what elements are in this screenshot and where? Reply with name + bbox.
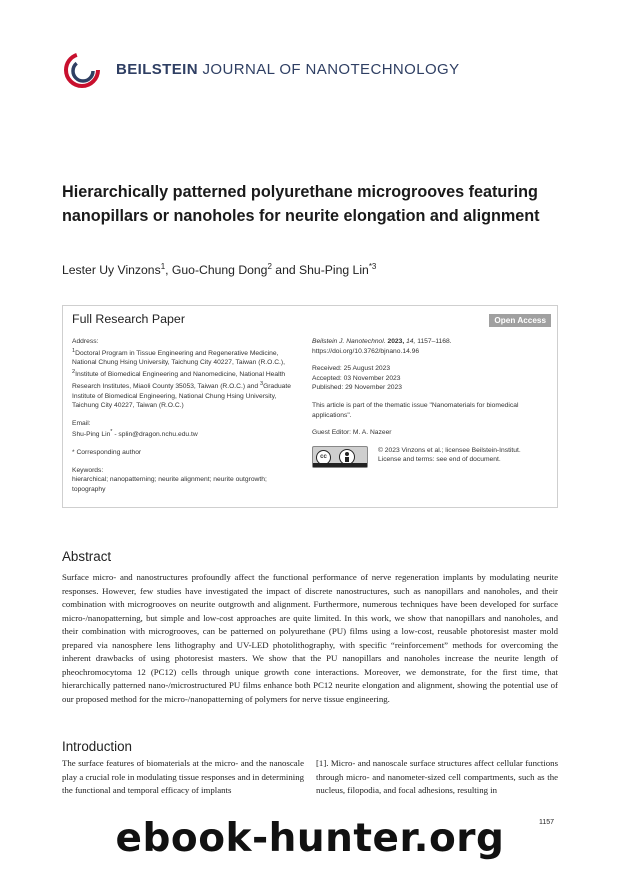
email-address[interactable]: - splin@dragon.nchu.edu.tw <box>112 431 198 439</box>
introduction-left-column: The surface features of biomaterials at the micro- and the nanoscale play a crucial role in modulating tissue responses and in determining the functional and temporal efficacy of implants <box>62 758 304 795</box>
keywords-label: Keywords: <box>72 466 104 474</box>
page-number: 1157 <box>539 819 555 826</box>
journal-logo <box>62 50 102 90</box>
email-sup: * <box>110 429 113 436</box>
author-affiliation-sup: *3 <box>368 262 377 271</box>
watermark: ebook-hunter.org <box>115 816 505 861</box>
cc-by-license-icon[interactable]: cc <box>312 446 368 468</box>
email-name: Shu-Ping Lin <box>72 431 111 439</box>
citation <box>312 337 552 347</box>
affiliation-sup: 3 <box>259 380 264 387</box>
citation-volume: 14, <box>406 338 416 345</box>
author-name: Lester Uy Vinzons <box>62 263 161 278</box>
article-type: Full Research Paper <box>72 312 185 326</box>
article-title: Hierarchically patterned polyurethane microgrooves featuring nanopillars or nanoholes for neurite elongation and alignment <box>62 183 540 225</box>
author-separator: and <box>271 263 300 278</box>
info-right-column <box>312 337 552 468</box>
author-list <box>62 262 376 277</box>
info-left-column <box>72 337 300 495</box>
author-name: Guo-Chung Dong <box>171 263 268 278</box>
open-access-badge: Open Access <box>489 314 551 327</box>
citation-journal: Beilstein J. Nanotechnol. <box>312 338 386 345</box>
author-affiliation-sup: 1 <box>160 262 166 271</box>
abstract-heading: Abstract <box>62 549 112 564</box>
license-terms: License and terms: see end of document. <box>378 456 501 464</box>
article-info-box <box>62 305 558 508</box>
corresponding-note: * Corresponding author <box>72 449 142 457</box>
author-name: Shu-Ping Lin <box>299 263 369 278</box>
abstract-text: Surface micro- and nanostructures profoundly affect the functional performance of nerve regeneration implants by modulating neurite responses. However, few studies have investigated the impact of discrete nanostructures, such as nanopillars and nanoholes, and their combination with microgrooves on neurite outgrowth and alignment. Furthermore, numerous techniques have been developed for surface micro-/nanopatterning, but simple and low-cost approaches are quite limited. In this work, we show that nanopillars and nanoholes, and their combination with microgrooves, can be patterned on polyurethane (PU) films using a low-cost, reusable photoresist master mold prepared via nanosphere lens lithography and UV-LED photolithography, with specific “reinforcement” methods for overcoming the inherent drawbacks of using photoresist masters. We show that the PU nanopillars and nanoholes increase the neurite length of pheochromocytoma 12 (PC12) cells through unique growth cone interactions. Moreover, we demonstrate, for the first time, that hierarchically patterned nano-/microstructured PU films enhance both PC12 neurite elongation and alignment, showing the potential use of our proposed method for the micro-/nanopatterning of polymers for nerve tissue engineering. <box>62 572 558 704</box>
email-label: Email: <box>72 419 91 427</box>
journal-name-bold: BEILSTEIN <box>116 61 198 78</box>
license-row <box>312 446 552 468</box>
affiliation-sup: 1 <box>72 347 76 354</box>
address-label: Address: <box>72 338 99 345</box>
accepted-date: Accepted: 03 November 2023 <box>312 374 401 382</box>
introduction-right-column: [1]. Micro- and nanoscale surface structures affect cellular functions through micro- and nanometer-sized cell compartments, such as the nucleus, filopodia, and focal adhesions, resulting in <box>316 758 558 795</box>
guest-editor: Guest Editor: M. A. Nazeer <box>312 429 392 437</box>
author-affiliation-sup: 2 <box>267 262 272 271</box>
affiliation-sup: 2 <box>72 369 76 376</box>
citation-year: 2023, <box>387 338 405 345</box>
keywords: hierarchical; nanopatterning; neurite alignment; neurite outgrowth; topography <box>72 476 267 494</box>
affiliation-text: Institute of Biomedical Engineering and Nanomedicine, National Health Research Institutes, Miaoli County 35053, Taiwan (R.O.C.) and <box>72 371 286 391</box>
affiliation-text: Graduate Institute of Biomedical Engineering, National Chung Hsing University, Taichung City 40227, Taiwan (R.O.C.) <box>72 383 291 410</box>
copyright: © 2023 Vinzons et al.; licensee Beilstein-Institut. <box>378 446 521 454</box>
affiliations <box>72 347 300 411</box>
author-separator: , <box>165 263 172 278</box>
journal-name-rest: JOURNAL OF NANOTECHNOLOGY <box>202 61 460 78</box>
journal-name <box>116 61 460 78</box>
thematic-issue: This article is part of the thematic issue "Nanomaterials for biomedical applications". <box>312 401 519 419</box>
received-date: Received: 25 August 2023 <box>312 365 391 373</box>
affiliation-text: Doctoral Program in Tissue Engineering and Regenerative Medicine, National Chung Hsing University, Taichung City 40227, Taiwan (R.O.C.), <box>72 349 285 367</box>
citation-pages: 1157–1168. <box>415 338 452 345</box>
introduction-heading: Introduction <box>62 739 132 754</box>
published-date: Published: 29 November 2023 <box>312 384 402 392</box>
doi-link[interactable]: https://doi.org/10.3762/bjnano.14.96 <box>312 347 420 355</box>
email-line <box>72 428 300 440</box>
